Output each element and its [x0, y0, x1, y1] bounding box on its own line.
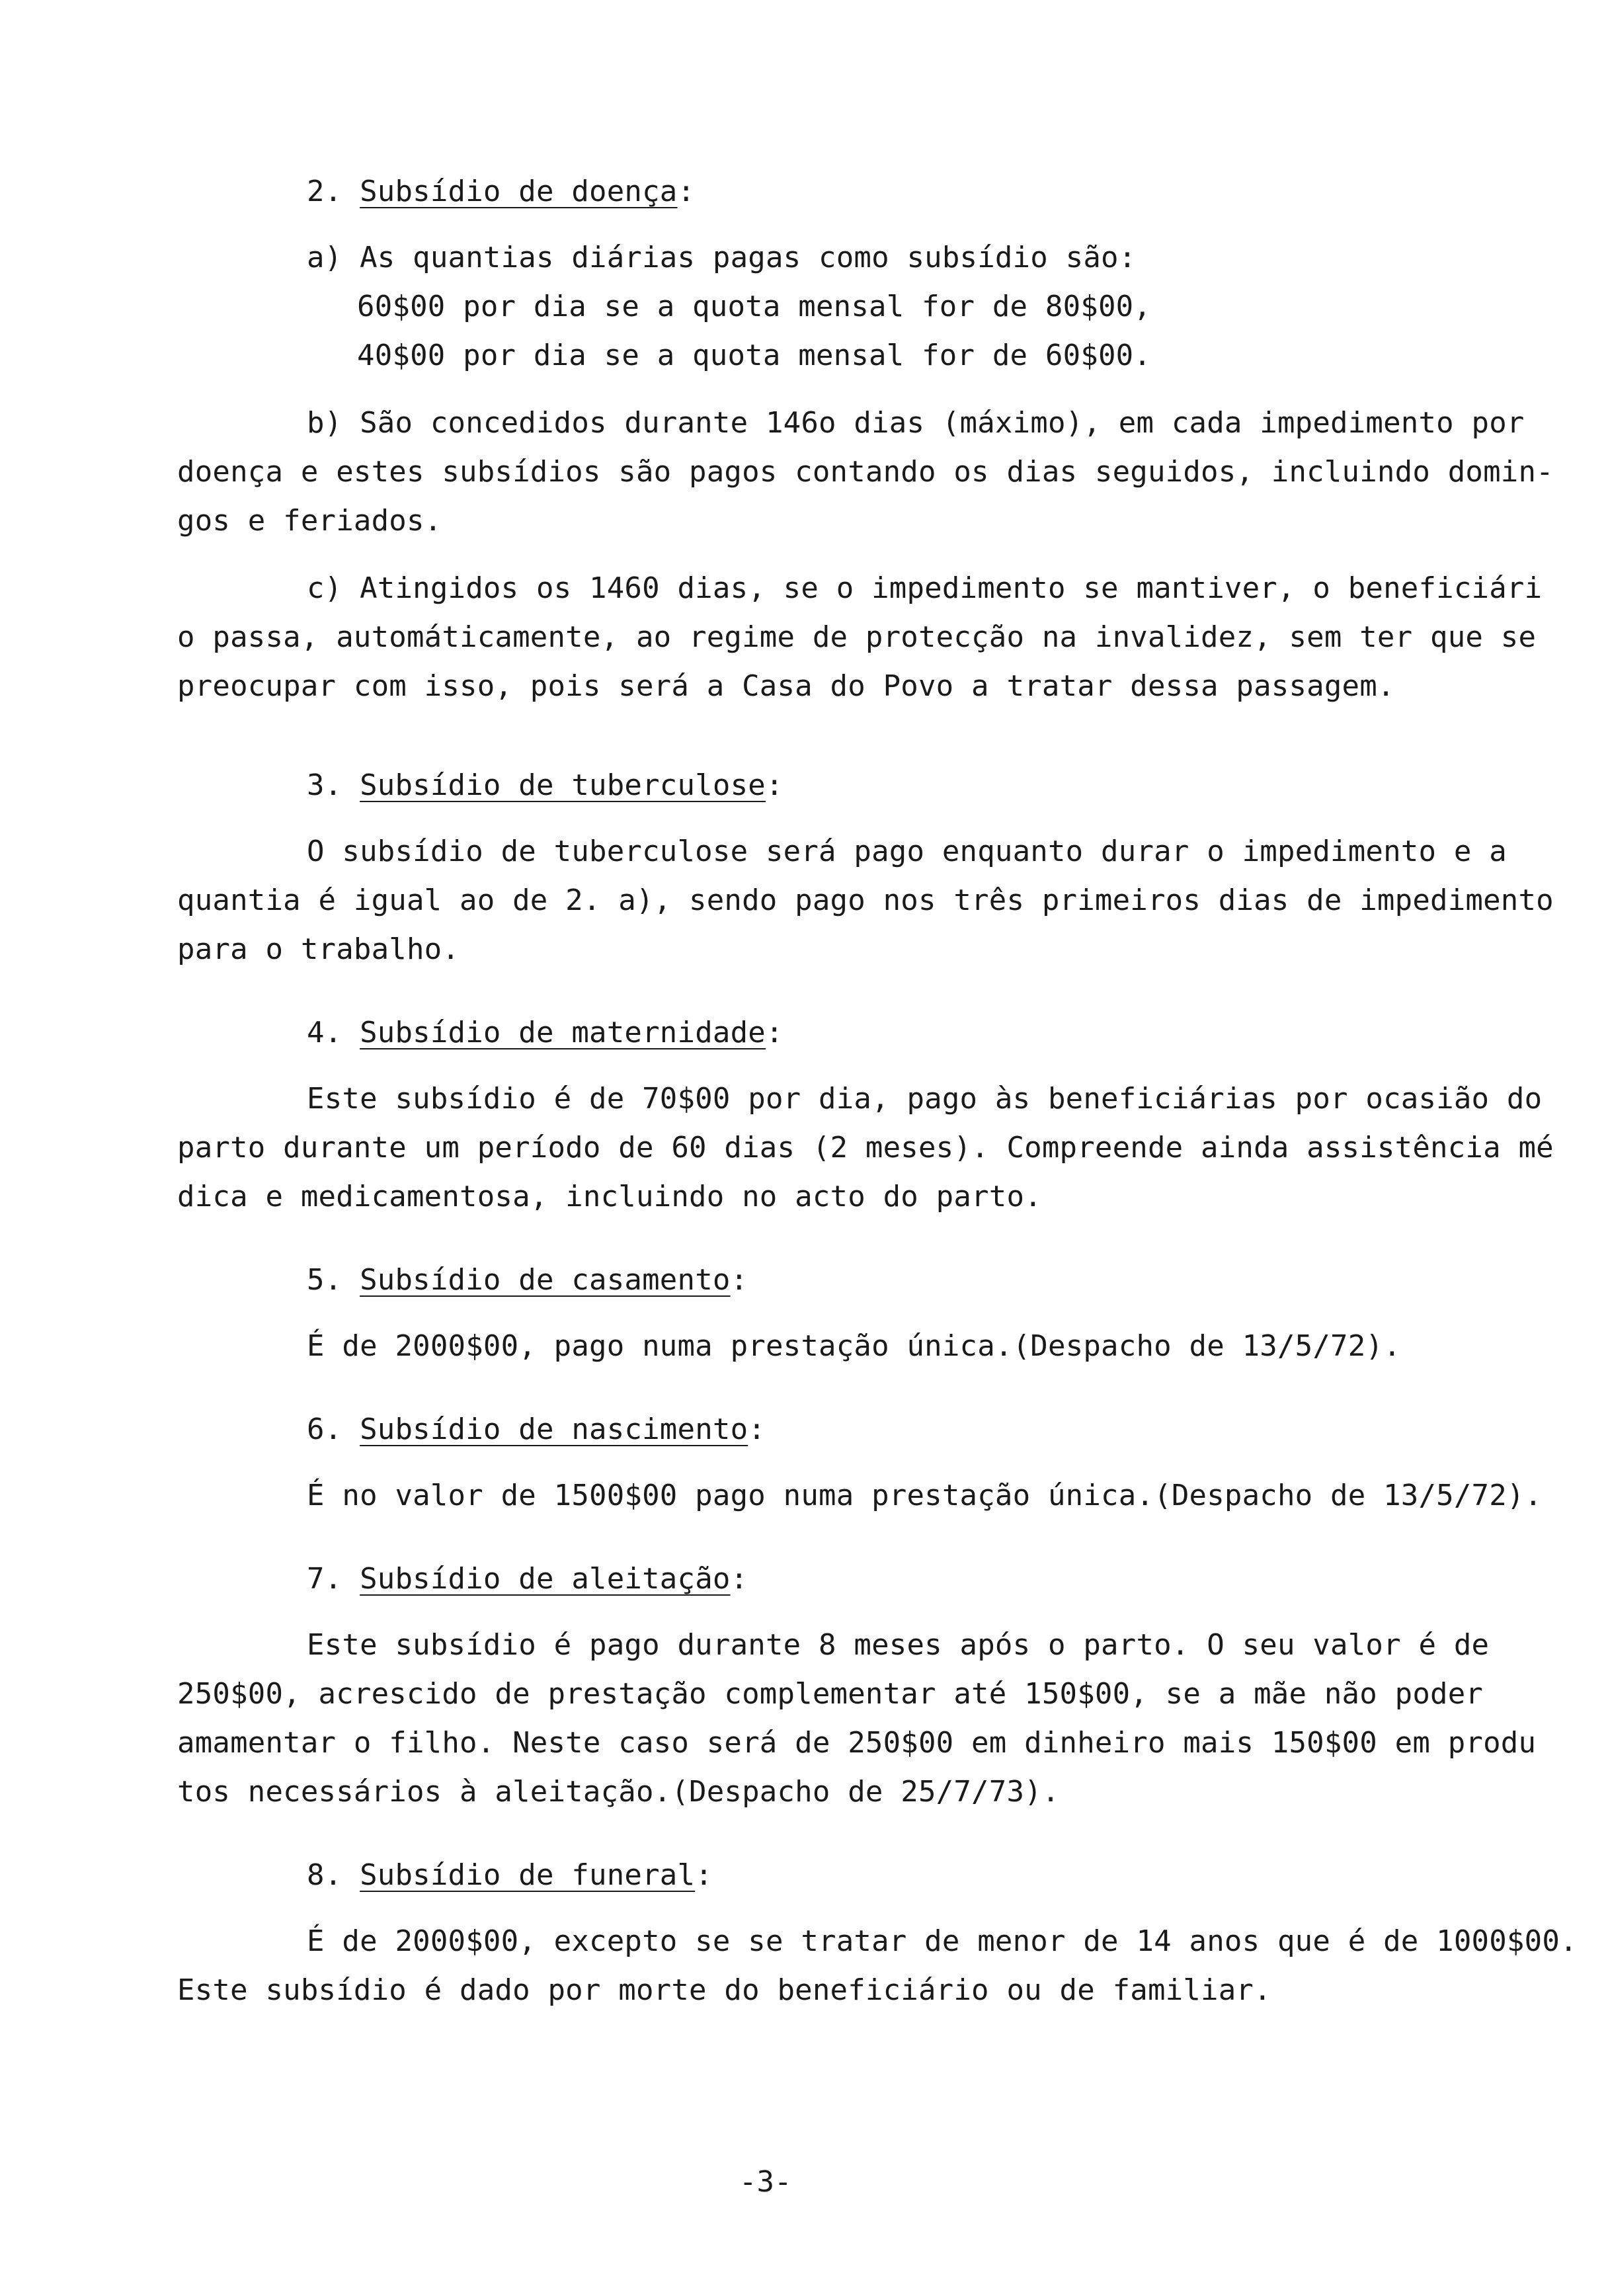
section-2b-line-2: doença e estes subsídios são pagos contando os dias seguidos, incluindo domin- [177, 455, 1554, 489]
section-2a-line-3: 40$00 por dia se a quota mensal for de 60$00. [357, 339, 1152, 372]
section-4-title: Subsídio de maternidade [360, 1016, 766, 1049]
section-3-line-1: O subsídio de tuberculose será pago enquanto durar o impedimento e a [307, 835, 1507, 868]
section-8-line-1: É de 2000$00, excepto se se tratar de menor de 14 anos que é de 1000$00. [307, 1924, 1578, 1958]
section-2b-line-1: b) São concedidos durante 146o dias (máximo), em cada impedimento por [307, 406, 1525, 440]
section-4-line-1: Este subsídio é de 70$00 por dia, pago às beneficiárias por ocasião do [307, 1082, 1543, 1116]
section-8-heading: 8. Subsídio de funeral: [307, 1858, 713, 1892]
section-4-line-3: dica e medicamentosa, incluindo no acto do parto. [177, 1180, 1042, 1213]
section-6-title: Subsídio de nascimento [360, 1413, 748, 1446]
section-5-heading: 5. Subsídio de casamento: [307, 1263, 748, 1297]
section-8-title: Subsídio de funeral [360, 1858, 696, 1892]
section-3-title: Subsídio de tuberculose [360, 768, 766, 802]
section-6-heading: 6. Subsídio de nascimento: [307, 1413, 766, 1446]
section-6-line-1: É no valor de 1500$00 pago numa prestação única.(Despacho de 13/5/72). [307, 1479, 1543, 1512]
section-7-line-1: Este subsídio é pago durante 8 meses após o parto. O seu valor é de [307, 1628, 1490, 1662]
section-4-heading: 4. Subsídio de maternidade: [307, 1016, 784, 1049]
section-4-line-2: parto durante um período de 60 dias (2 meses). Compreende ainda assistência mé [177, 1131, 1554, 1165]
section-7-heading: 7. Subsídio de aleitação: [307, 1562, 748, 1596]
page-number: -3- [739, 2165, 792, 2199]
section-2-heading: 2. Subsídio de doença: [307, 175, 696, 208]
section-3-line-2: quantia é igual ao de 2. a), sendo pago nos três primeiros dias de impedimento [177, 883, 1554, 917]
section-2a-line-1: a) As quantias diárias pagas como subsídio são: [307, 241, 1137, 274]
section-3-line-3: para o trabalho. [177, 932, 460, 966]
section-2a-line-2: 60$00 por dia se a quota mensal for de 80$00, [357, 290, 1152, 323]
section-7-line-3: amamentar o filho. Neste caso será de 250$00 em dinheiro mais 150$00 em produ [177, 1726, 1537, 1760]
section-2c-line-2: o passa, automáticamente, ao regime de protecção na invalidez, sem ter que se [177, 620, 1537, 654]
section-2c-line-1: c) Atingidos os 1460 dias, se o impedimento se mantiver, o beneficiári [307, 571, 1543, 605]
section-2-title: Subsídio de doença [360, 175, 678, 208]
section-7-line-2: 250$00, acrescido de prestação complementar até 150$00, se a mãe não poder [177, 1677, 1484, 1711]
section-5-title: Subsídio de casamento [360, 1263, 731, 1297]
section-2b-line-3: gos e feriados. [177, 504, 442, 538]
section-3-heading: 3. Subsídio de tuberculose: [307, 768, 784, 802]
section-8-line-2: Este subsídio é dado por morte do beneficiário ou de familiar. [177, 1973, 1271, 2007]
section-7-title: Subsídio de aleitação [360, 1562, 731, 1596]
section-5-line-1: É de 2000$00, pago numa prestação única.(Despacho de 13/5/72). [307, 1329, 1401, 1363]
section-2c-line-3: preocupar com isso, pois será a Casa do Povo a tratar dessa passagem. [177, 669, 1395, 703]
section-7-line-4: tos necessários à aleitação.(Despacho de 25/7/73). [177, 1775, 1060, 1809]
